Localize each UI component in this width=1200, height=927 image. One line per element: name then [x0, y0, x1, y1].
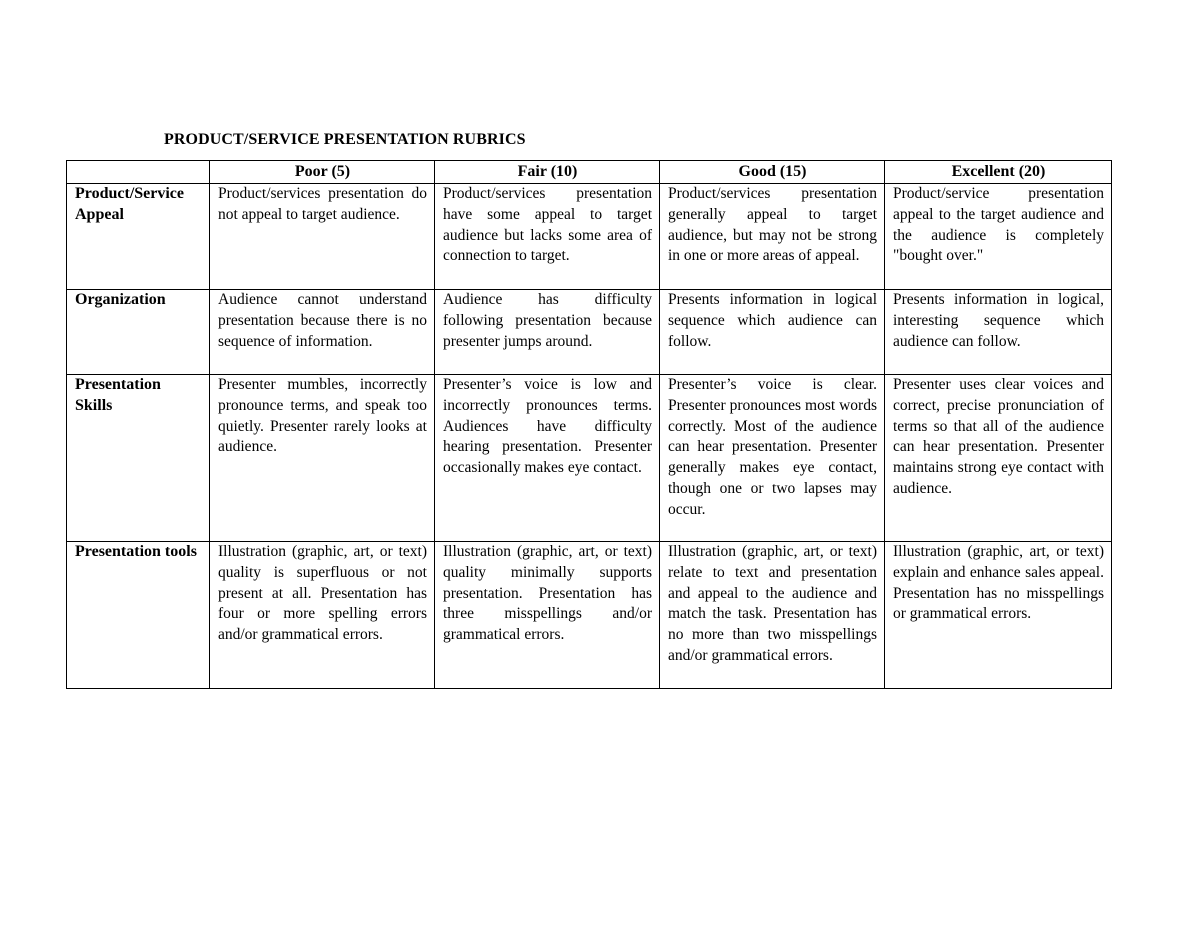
table-row	[67, 542, 1112, 689]
table-row	[67, 375, 1112, 542]
criterion-label: Presentation Skills	[67, 375, 210, 542]
table-row	[67, 184, 1112, 290]
header-criterion	[67, 161, 210, 184]
cell-poor: Product/services presentation do not appeal to target audience.	[210, 184, 435, 290]
cell-poor: Audience cannot understand presentation because there is no sequence of information.	[210, 290, 435, 375]
rubric-table	[66, 160, 1112, 689]
criterion-label: Presentation tools	[67, 542, 210, 689]
criterion-label: Organization	[67, 290, 210, 375]
document-title: PRODUCT/SERVICE PRESENTATION RUBRICS	[164, 131, 526, 148]
cell-good: Presenter’s voice is clear. Presenter pronounces most words correctly. Most of the audience can hear presentation. Presenter generally makes eye contact, though one or two lapses may occur.	[660, 375, 885, 542]
header-excellent: Excellent (20)	[885, 161, 1112, 184]
cell-excellent: Product/service presentation appeal to the target audience and the audience is completely "bought over."	[885, 184, 1112, 290]
cell-fair: Presenter’s voice is low and incorrectly pronounces terms. Audiences have difficulty hearing presentation. Presenter occasionally makes eye contact.	[435, 375, 660, 542]
cell-good: Product/services presentation generally appeal to target audience, but may not be strong in one or more areas of appeal.	[660, 184, 885, 290]
cell-excellent: Illustration (graphic, art, or text) explain and enhance sales appeal. Presentation has no misspellings or grammatical errors.	[885, 542, 1112, 689]
header-fair: Fair (10)	[435, 161, 660, 184]
cell-poor: Presenter mumbles, incorrectly pronounce terms, and speak too quietly. Presenter rarely looks at audience.	[210, 375, 435, 542]
cell-poor: Illustration (graphic, art, or text) quality is superfluous or not present at all. Presentation has four or more spelling errors and/or grammatical errors.	[210, 542, 435, 689]
cell-good: Illustration (graphic, art, or text) relate to text and presentation and appeal to the audience and match the task. Presentation has no more than two misspellings and/or grammatical errors.	[660, 542, 885, 689]
cell-excellent: Presenter uses clear voices and correct, precise pronunciation of terms so that all of the audience can hear presentation. Presenter maintains strong eye contact with audience.	[885, 375, 1112, 542]
cell-fair: Audience has difficulty following presentation because presenter jumps around.	[435, 290, 660, 375]
header-row	[67, 161, 1112, 184]
cell-fair: Product/services presentation have some appeal to target audience but lacks some area of connection to target.	[435, 184, 660, 290]
cell-good: Presents information in logical sequence which audience can follow.	[660, 290, 885, 375]
header-good: Good (15)	[660, 161, 885, 184]
cell-excellent: Presents information in logical, interesting sequence which audience can follow.	[885, 290, 1112, 375]
cell-fair: Illustration (graphic, art, or text) quality minimally supports presentation. Presentation has three misspellings and/or grammatical errors.	[435, 542, 660, 689]
criterion-label: Product/Service Appeal	[67, 184, 210, 290]
table-row	[67, 290, 1112, 375]
header-poor: Poor (5)	[210, 161, 435, 184]
